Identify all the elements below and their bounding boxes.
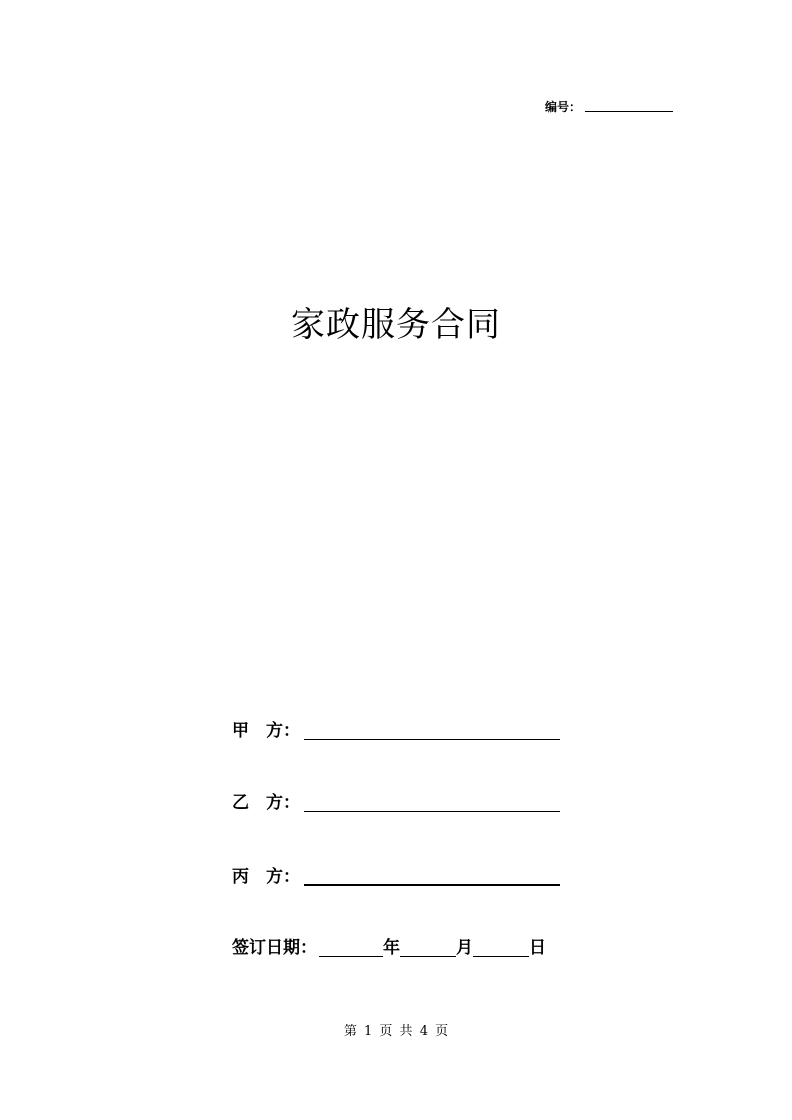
signing-year-label: 年 — [383, 938, 400, 958]
party-c-label: 丙 方： — [232, 867, 300, 887]
party-c-blank — [304, 864, 560, 886]
contract-number-label: 编号： — [545, 100, 582, 114]
signing-date-label: 签订日期： — [232, 938, 317, 958]
signing-month-label: 月 — [456, 938, 473, 958]
signing-month-blank — [400, 936, 456, 957]
party-b-row — [232, 788, 560, 814]
signing-date-row — [232, 933, 546, 959]
page-footer: 第 1 页 共 4 页 — [343, 1024, 449, 1039]
signing-year-blank — [319, 936, 383, 957]
party-a-row — [232, 716, 560, 742]
party-b-label: 乙 方： — [232, 793, 300, 813]
party-a-label: 甲 方： — [232, 721, 300, 741]
signing-day-label: 日 — [529, 938, 546, 958]
party-c-row — [232, 862, 560, 888]
party-a-blank — [304, 719, 560, 740]
document-title: 家政服务合同 — [291, 305, 501, 345]
signing-day-blank — [473, 936, 529, 957]
contract-number — [545, 96, 673, 114]
contract-number-blank — [585, 99, 673, 112]
party-b-blank — [304, 791, 560, 812]
